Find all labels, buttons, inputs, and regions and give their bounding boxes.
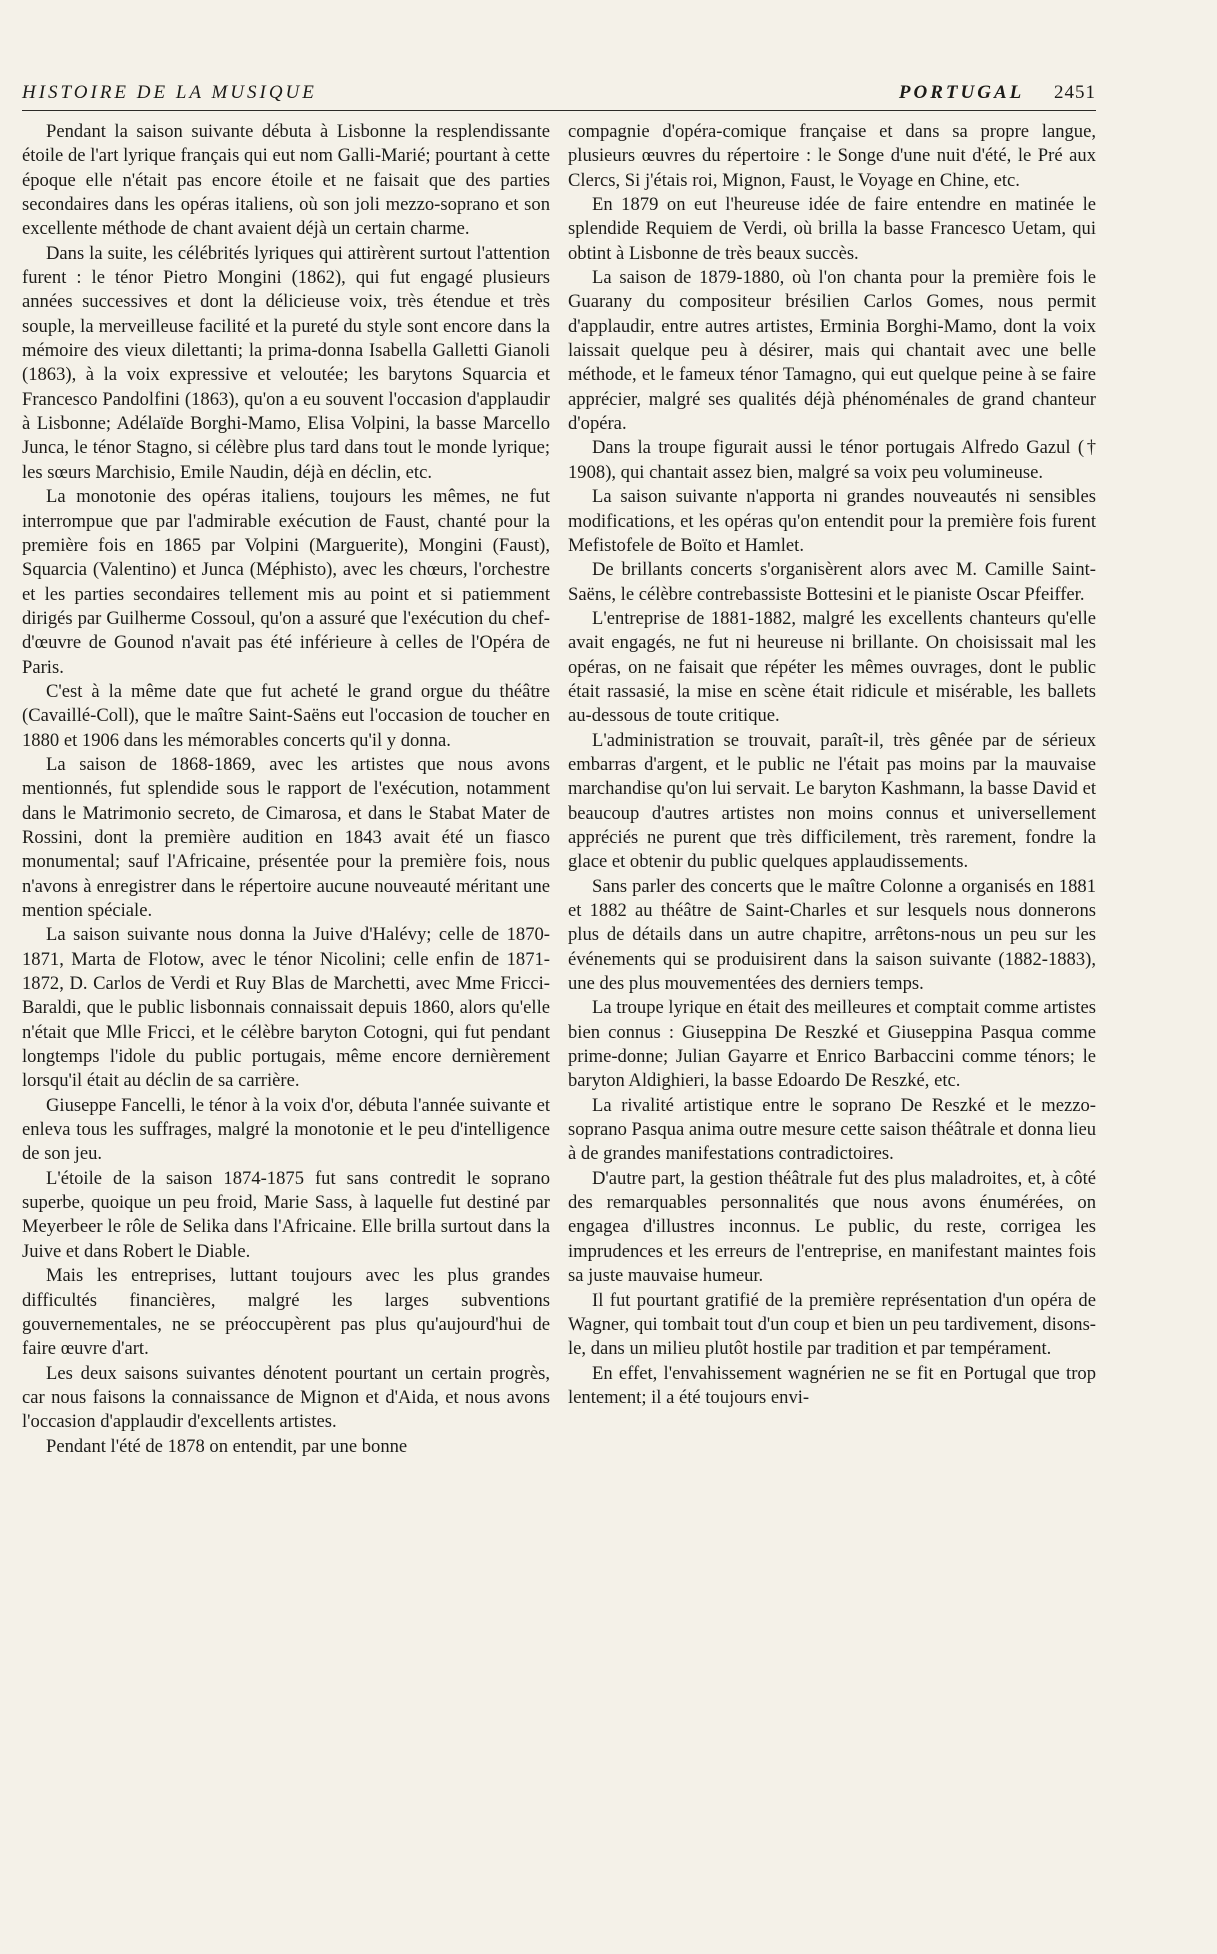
- right-column: [568, 120, 1096, 1410]
- left-column: [22, 120, 550, 1459]
- book-title: HISTOIRE DE LA MUSIQUE: [22, 82, 317, 103]
- paragraph: La rivalité artistique entre le soprano De Reszké et le mezzo-soprano Pasqua anima outre mesure cette saison théâtrale et donna lieu à de grandes manifestations contradictoires.: [568, 1094, 1096, 1165]
- paragraph: La monotonie des opéras italiens, toujours les mêmes, ne fut interrompue que par l'admirable exécution de Faust, chanté pour la première fois en 1865 par Volpini (Marguerite), Mongini (Faust), Squarcia (Valentino) et Junca (Méphisto), avec les chœurs, l'orchestre et les parties secondaires tellement mis au point et si patiemment dirigés par Guilherme Cossoul, qu'on a assuré que l'exécution du chef-d'œuvre de Gounod n'avait pas été inférieure à celles de l'Opéra de Paris.: [22, 486, 550, 678]
- paragraph: Mais les entreprises, luttant toujours avec les plus grandes difficultés financières, malgré les larges subventions gouvernementales, ne se préoccupèrent pas plus qu'aujourd'hui de faire œuvre d'art.: [22, 1265, 550, 1360]
- paragraph: La saison de 1879-1880, où l'on chanta pour la première fois le Guarany du compositeur brésilien Carlos Gomes, nous permit d'applaudir, entre autres artistes, Erminia Borghi-Mamo, dont la voix laissait quelque peu à désirer, mais qui chantait avec une belle méthode, et le fameux ténor Tamagno, qui eut quelque peine à se faire apprécier, malgré ses qualités déjà phénoménales de grand chanteur d'opéra.: [568, 267, 1096, 435]
- running-header: [22, 80, 1096, 111]
- paragraph: La troupe lyrique en était des meilleures et comptait comme artistes bien connus : Giuseppina De Reszké et Giuseppina Pasqua comme prime-donne; Julian Gayarre et Enrico Barbaccini comme ténors; le baryton Aldighieri, la basse Edoardo De Reszké, etc.: [568, 997, 1096, 1092]
- paragraph: En 1879 on eut l'heureuse idée de faire entendre en matinée le splendide Requiem de Verdi, où brilla la basse Francesco Uetam, qui obtint à Lisbonne de très beaux succès.: [568, 194, 1096, 264]
- section-title: PORTUGAL: [898, 82, 1025, 103]
- paragraph: D'autre part, la gestion théâtrale fut des plus maladroites, et, à côté des remarquables personnalités que nous avons énumérées, on engagea d'illustres inconnus. Le public, du reste, corrigea les imprudences et les erreurs de l'entreprise, en manifestant maintes fois sa juste mauvaise humeur.: [568, 1167, 1096, 1287]
- paragraph: L'entreprise de 1881-1882, malgré les excellents chanteurs qu'elle avait engagés, ne fut ni heureuse ni brillante. On choisissait mal les opéras, on ne faisait que répéter les mêmes ouvrages, dont le public était rassasié, la mise en scène était ridicule et misérable, les ballets au-dessous de toute critique.: [568, 607, 1096, 727]
- paragraph: Dans la suite, les célébrités lyriques qui attirèrent surtout l'attention furent : le ténor Pietro Mongini (1862), qui fut engagé plusieurs années successives et dont la délicieuse voix, très étendue et très souple, la merveilleuse facilité et la pureté du style sont encore dans la mémoire des vieux dilettanti; la prima-donna Isabella Galletti Gianoli (1863), à la voix expressive et veloutée; les barytons Squarcia et Francesco Pandolfini (1863), qu'on a eu souvent l'occasion d'applaudir à Lisbonne; Adélaïde Borghi-Mamo, Elisa Volpini, la basse Marcello Junca, le ténor Stagno, si célèbre plus tard dans tout le monde lyrique; les sœurs Marchisio, Emile Naudin, déjà en déclin, etc.: [22, 242, 550, 483]
- paragraph: Il fut pourtant gratifié de la première représentation d'un opéra de Wagner, qui tombait tout d'un coup et bien un peu tardivement, disons-le, dans un milieu plutôt hostile par tradition et par tempérament.: [568, 1289, 1096, 1360]
- paragraph: L'administration se trouvait, paraît-il, très gênée par de sérieux embarras d'argent, et le public ne l'était pas moins par la mauvaise marchandise qu'on lui servait. Le baryton Kashmann, la basse David et beaucoup d'autres artistes non moins connus et universellement appréciés ne purent que très difficilement, très rarement, fondre la glace et obtenir du public quelques applaudissements.: [568, 729, 1096, 873]
- paragraph: Sans parler des concerts que le maître Colonne a organisés en 1881 et 1882 au théâtre de Saint-Charles et sur lesquels nous donnerons plus de détails dans un autre chapitre, arrêtons-nous un peu sur les événements qui se produisirent dans la saison suivante (1882-1883), une des plus mouvementées des derniers temps.: [568, 875, 1096, 995]
- paragraph: Pendant l'été de 1878 on entendit, par une bonne: [46, 1435, 408, 1457]
- header-right: [899, 82, 1096, 104]
- paragraph-continuation: compagnie d'opéra-comique française et dans sa propre langue, plusieurs œuvres du répertoire : le Songe d'une nuit d'été, le Pré aux Clercs, Si j'étais roi, Mignon, Faust, le Voyage en Chine, etc.: [568, 121, 1096, 191]
- paragraph: La saison de 1868-1869, avec les artistes que nous avons mentionnés, fut splendide sous le rapport de l'exécution, notamment dans le Matrimonio secreto, de Cimarosa, et dans le Stabat Mater de Rossini, dont la première audition en 1843 avait été un fiasco monumental; sauf l'Africaine, présentée pour la première fois, nous n'avons à enregistrer dans le répertoire aucune nouveauté méritant une mention spéciale.: [22, 753, 550, 921]
- paragraph: C'est à la même date que fut acheté le grand orgue du théâtre (Cavaillé-Coll), que le maître Saint-Saëns eut l'occasion de toucher en 1880 et 1906 dans les mémorables concerts qu'il y donna.: [22, 680, 550, 751]
- paragraph: De brillants concerts s'organisèrent alors avec M. Camille Saint-Saëns, le célèbre contrebassiste Bottesini et le pianiste Oscar Pfeiffer.: [568, 559, 1096, 605]
- page-number: 2451: [1054, 82, 1096, 103]
- paragraph: L'étoile de la saison 1874-1875 fut sans contredit le soprano superbe, quoique un peu froid, Marie Sass, à laquelle fut destiné par Meyerbeer le rôle de Selika dans l'Africaine. Elle brilla surtout dans la Juive et dans Robert le Diable.: [22, 1167, 550, 1262]
- paragraph: La saison suivante n'apporta ni grandes nouveautés ni sensibles modifications, et les opéras qu'on entendit pour la première fois furent Mefistofele de Boïto et Hamlet.: [568, 486, 1096, 556]
- paragraph: Giuseppe Fancelli, le ténor à la voix d'or, débuta l'année suivante et enleva tous les suffrages, malgré la monotonie et le peu d'intelligence de son jeu.: [22, 1094, 550, 1165]
- paragraph: La saison suivante nous donna la Juive d'Halévy; celle de 1870-1871, Marta de Flotow, avec le ténor Nicolini; celle enfin de 1871-1872, D. Carlos de Verdi et Ruy Blas de Marchetti, avec Mme Fricci-Baraldi, que le public lisbonnais connaissait depuis 1860, alors qu'elle n'était que Mlle Fricci, et le célèbre baryton Cotogni, qui fut pendant longtemps l'idole du public portugais, même encore dernièrement lorsqu'il était au déclin de sa carrière.: [22, 924, 550, 1092]
- paragraph: Dans la troupe figurait aussi le ténor portugais Alfredo Gazul († 1908), qui chantait assez bien, malgré sa voix peu volumineuse.: [568, 437, 1096, 483]
- paragraph: En effet, l'envahissement wagnérien ne se fit en Portugal que trop lentement; il a été toujours envi-: [568, 1362, 1096, 1408]
- paragraph: Les deux saisons suivantes dénotent pourtant un certain progrès, car nous faisons la connaissance de Mignon et d'Aida, et nous avons l'occasion d'applaudir d'excellents artistes.: [22, 1362, 550, 1433]
- paragraph: Pendant la saison suivante débuta à Lisbonne la resplendissante étoile de l'art lyrique français qui eut nom Galli-Marié; pourtant à cette époque elle n'était pas encore étoile et ne faisait que des parties secondaires dans les opéras italiens, où son joli mezzo-soprano et son excellente méthode de chant avaient déjà un certain charme.: [22, 121, 550, 240]
